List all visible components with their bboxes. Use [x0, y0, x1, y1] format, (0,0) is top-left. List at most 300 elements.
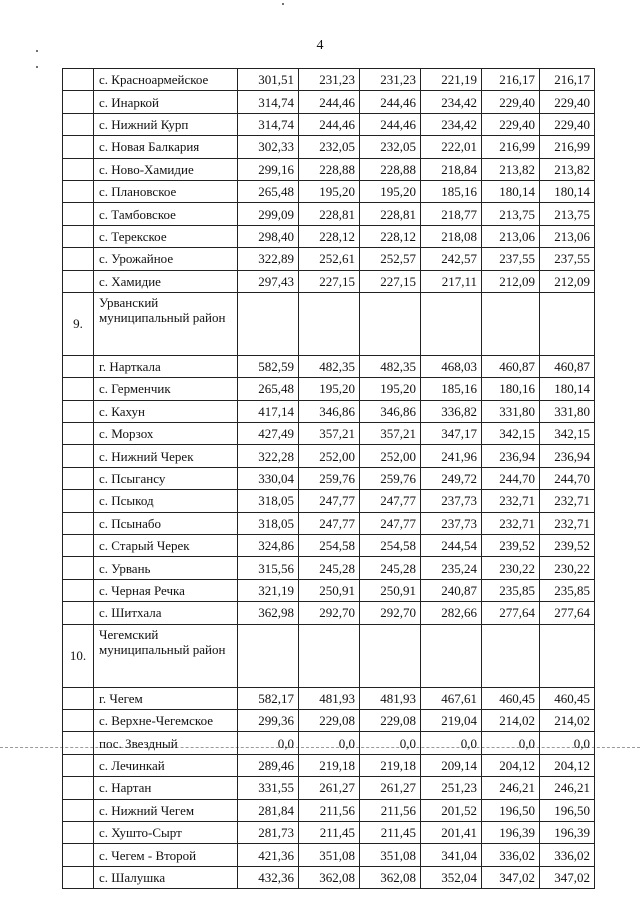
value-cell: 244,46 [299, 91, 360, 113]
settlement-name: с. Лечинкай [94, 754, 238, 776]
value-cell: 244,46 [299, 113, 360, 135]
row-number: 10. [63, 624, 94, 687]
settlement-name: с. Чегем - Второй [94, 844, 238, 866]
value-cell: 221,19 [421, 69, 482, 91]
value-cell: 232,71 [540, 490, 595, 512]
value-cell: 261,27 [360, 777, 421, 799]
value-cell: 250,91 [299, 579, 360, 601]
value-cell: 247,77 [299, 512, 360, 534]
value-cell: 314,74 [238, 91, 299, 113]
value-cell: 482,35 [299, 355, 360, 377]
table-row [63, 732, 595, 754]
value-cell: 281,84 [238, 799, 299, 821]
value-cell: 211,45 [299, 821, 360, 843]
value-cell: 204,12 [482, 754, 540, 776]
value-cell: 228,81 [299, 203, 360, 225]
value-cell: 216,99 [540, 136, 595, 158]
value-cell: 180,14 [540, 378, 595, 400]
row-number [63, 69, 94, 91]
value-cell: 254,58 [360, 535, 421, 557]
value-cell: 582,59 [238, 355, 299, 377]
settlement-name: с. Нижний Чегем [94, 799, 238, 821]
value-cell [360, 624, 421, 687]
value-cell: 265,48 [238, 180, 299, 202]
value-cell: 357,21 [299, 423, 360, 445]
value-cell [238, 624, 299, 687]
value-cell: 421,36 [238, 844, 299, 866]
value-cell: 482,35 [360, 355, 421, 377]
value-cell: 460,87 [540, 355, 595, 377]
value-cell: 218,08 [421, 225, 482, 247]
row-number [63, 754, 94, 776]
row-number [63, 225, 94, 247]
value-cell: 0,0 [540, 732, 595, 754]
table-row [63, 445, 595, 467]
value-cell: 213,82 [540, 158, 595, 180]
table-row [63, 113, 595, 135]
value-cell: 195,20 [360, 180, 421, 202]
value-cell: 228,12 [299, 225, 360, 247]
value-cell: 336,02 [540, 844, 595, 866]
value-cell: 299,16 [238, 158, 299, 180]
settlement-name: с. Ново-Хамидие [94, 158, 238, 180]
value-cell [482, 624, 540, 687]
value-cell: 297,43 [238, 270, 299, 292]
value-cell: 331,80 [482, 400, 540, 422]
value-cell: 460,45 [540, 687, 595, 709]
settlement-name: с. Герменчик [94, 378, 238, 400]
settlement-name: с. Псыкод [94, 490, 238, 512]
value-cell: 196,50 [540, 799, 595, 821]
settlement-name: с. Хушто-Сырт [94, 821, 238, 843]
table-row [63, 602, 595, 624]
row-number [63, 378, 94, 400]
table-row [63, 799, 595, 821]
value-cell: 227,15 [360, 270, 421, 292]
table-row [63, 400, 595, 422]
value-cell: 347,02 [482, 866, 540, 888]
value-cell: 352,04 [421, 866, 482, 888]
value-cell: 229,40 [482, 113, 540, 135]
value-cell [238, 292, 299, 355]
value-cell: 246,21 [540, 777, 595, 799]
value-cell: 299,36 [238, 709, 299, 731]
settlement-name: с. Красноармейское [94, 69, 238, 91]
settlement-name: с. Псыгансу [94, 467, 238, 489]
value-cell: 292,70 [299, 602, 360, 624]
value-cell: 201,52 [421, 799, 482, 821]
value-cell: 211,56 [299, 799, 360, 821]
value-cell: 582,17 [238, 687, 299, 709]
table-row [63, 579, 595, 601]
value-cell: 292,70 [360, 602, 421, 624]
value-cell: 301,51 [238, 69, 299, 91]
value-cell: 346,86 [299, 400, 360, 422]
value-cell: 261,27 [299, 777, 360, 799]
table-row [63, 754, 595, 776]
value-cell: 342,15 [540, 423, 595, 445]
value-cell: 196,50 [482, 799, 540, 821]
row-number [63, 445, 94, 467]
value-cell: 236,94 [540, 445, 595, 467]
district-header-row [63, 624, 595, 687]
table-row [63, 512, 595, 534]
value-cell: 211,56 [360, 799, 421, 821]
row-number [63, 602, 94, 624]
value-cell: 196,39 [540, 821, 595, 843]
value-cell: 324,86 [238, 535, 299, 557]
value-cell: 240,87 [421, 579, 482, 601]
row-number [63, 248, 94, 270]
value-cell: 229,40 [482, 91, 540, 113]
row-number [63, 270, 94, 292]
value-cell: 302,33 [238, 136, 299, 158]
value-cell: 232,05 [360, 136, 421, 158]
value-cell: 481,93 [360, 687, 421, 709]
value-cell: 0,0 [421, 732, 482, 754]
row-number [63, 821, 94, 843]
value-cell: 237,55 [540, 248, 595, 270]
row-number [63, 180, 94, 202]
value-cell: 336,82 [421, 400, 482, 422]
value-cell: 244,54 [421, 535, 482, 557]
value-cell: 432,36 [238, 866, 299, 888]
value-cell: 185,16 [421, 378, 482, 400]
row-number [63, 113, 94, 135]
row-number [63, 709, 94, 731]
value-cell: 214,02 [482, 709, 540, 731]
value-cell: 242,57 [421, 248, 482, 270]
value-cell: 239,52 [482, 535, 540, 557]
value-cell: 259,76 [299, 467, 360, 489]
settlement-name: с. Плановское [94, 180, 238, 202]
table-row [63, 866, 595, 888]
table-row [63, 844, 595, 866]
scan-speck [282, 3, 284, 5]
value-cell: 229,08 [299, 709, 360, 731]
table-row [63, 180, 595, 202]
table-row [63, 136, 595, 158]
settlement-name: с. Черная Речка [94, 579, 238, 601]
table-row [63, 467, 595, 489]
value-cell: 232,71 [482, 512, 540, 534]
value-cell: 277,64 [540, 602, 595, 624]
table-row [63, 777, 595, 799]
value-cell: 298,40 [238, 225, 299, 247]
settlement-name: с. Тамбовское [94, 203, 238, 225]
row-number [63, 355, 94, 377]
value-cell: 351,08 [360, 844, 421, 866]
value-cell: 0,0 [360, 732, 421, 754]
value-cell: 219,18 [299, 754, 360, 776]
value-cell: 0,0 [482, 732, 540, 754]
row-number [63, 687, 94, 709]
value-cell: 204,12 [540, 754, 595, 776]
value-cell: 216,99 [482, 136, 540, 158]
value-cell: 277,64 [482, 602, 540, 624]
row-number [63, 512, 94, 534]
page-number: 4 [316, 38, 324, 53]
value-cell: 229,08 [360, 709, 421, 731]
value-cell: 468,03 [421, 355, 482, 377]
settlement-name: с. Шитхала [94, 602, 238, 624]
row-number [63, 732, 94, 754]
value-cell: 247,77 [360, 490, 421, 512]
table-row [63, 225, 595, 247]
row-number [63, 467, 94, 489]
value-cell: 336,02 [482, 844, 540, 866]
value-cell: 244,70 [540, 467, 595, 489]
row-number [63, 866, 94, 888]
value-cell: 219,18 [360, 754, 421, 776]
value-cell [421, 624, 482, 687]
value-cell: 330,04 [238, 467, 299, 489]
settlement-name: с. Нартан [94, 777, 238, 799]
tariff-table [62, 68, 595, 889]
table-row [63, 557, 595, 579]
value-cell: 417,14 [238, 400, 299, 422]
value-cell: 318,05 [238, 512, 299, 534]
value-cell: 228,81 [360, 203, 421, 225]
value-cell: 235,85 [482, 579, 540, 601]
row-number [63, 91, 94, 113]
value-cell: 214,02 [540, 709, 595, 731]
settlement-name: с. Псынабо [94, 512, 238, 534]
table-row [63, 270, 595, 292]
table-row [63, 158, 595, 180]
value-cell: 201,41 [421, 821, 482, 843]
value-cell: 222,01 [421, 136, 482, 158]
value-cell: 218,77 [421, 203, 482, 225]
value-cell: 299,09 [238, 203, 299, 225]
value-cell: 195,20 [299, 180, 360, 202]
value-cell: 213,06 [482, 225, 540, 247]
value-cell: 362,08 [299, 866, 360, 888]
settlement-name: с. Кахун [94, 400, 238, 422]
value-cell: 196,39 [482, 821, 540, 843]
row-number [63, 557, 94, 579]
settlement-name: с. Нижний Черек [94, 445, 238, 467]
value-cell: 229,40 [540, 113, 595, 135]
table-row [63, 248, 595, 270]
value-cell: 427,49 [238, 423, 299, 445]
row-number [63, 579, 94, 601]
value-cell: 265,48 [238, 378, 299, 400]
value-cell: 229,40 [540, 91, 595, 113]
value-cell: 245,28 [299, 557, 360, 579]
value-cell: 219,04 [421, 709, 482, 731]
value-cell: 236,94 [482, 445, 540, 467]
table-row [63, 535, 595, 557]
table-row [63, 490, 595, 512]
value-cell: 460,87 [482, 355, 540, 377]
row-number [63, 535, 94, 557]
value-cell: 180,14 [540, 180, 595, 202]
value-cell: 195,20 [360, 378, 421, 400]
district-header-row [63, 292, 595, 355]
row-number [63, 423, 94, 445]
value-cell: 228,88 [360, 158, 421, 180]
value-cell: 249,72 [421, 467, 482, 489]
table-row [63, 423, 595, 445]
value-cell: 362,98 [238, 602, 299, 624]
settlement-name: с. Терекское [94, 225, 238, 247]
row-number: 9. [63, 292, 94, 355]
value-cell: 237,73 [421, 512, 482, 534]
value-cell: 217,11 [421, 270, 482, 292]
value-cell: 322,28 [238, 445, 299, 467]
value-cell: 185,16 [421, 180, 482, 202]
settlement-name: с. Урвань [94, 557, 238, 579]
settlement-name: с. Шалушка [94, 866, 238, 888]
value-cell: 315,56 [238, 557, 299, 579]
value-cell: 314,74 [238, 113, 299, 135]
row-number [63, 136, 94, 158]
value-cell: 212,09 [540, 270, 595, 292]
value-cell: 211,45 [360, 821, 421, 843]
district-name: Урванский муниципальный район [94, 292, 238, 355]
value-cell: 247,77 [360, 512, 421, 534]
value-cell: 0,0 [299, 732, 360, 754]
value-cell: 346,86 [360, 400, 421, 422]
value-cell: 228,88 [299, 158, 360, 180]
value-cell: 322,89 [238, 248, 299, 270]
settlement-name: с. Старый Черек [94, 535, 238, 557]
value-cell: 467,61 [421, 687, 482, 709]
value-cell: 250,91 [360, 579, 421, 601]
row-number [63, 400, 94, 422]
value-cell: 227,15 [299, 270, 360, 292]
value-cell: 232,05 [299, 136, 360, 158]
value-cell: 230,22 [540, 557, 595, 579]
value-cell: 481,93 [299, 687, 360, 709]
settlement-name: с. Нижний Курп [94, 113, 238, 135]
settlement-name: пос. Звездный [94, 732, 238, 754]
row-number [63, 490, 94, 512]
district-name: Чегемский муниципальный район [94, 624, 238, 687]
value-cell [540, 292, 595, 355]
value-cell: 251,23 [421, 777, 482, 799]
value-cell: 228,12 [360, 225, 421, 247]
row-number [63, 777, 94, 799]
table-row [63, 91, 595, 113]
value-cell: 331,80 [540, 400, 595, 422]
settlement-name: с. Урожайное [94, 248, 238, 270]
table-row [63, 378, 595, 400]
table-row [63, 821, 595, 843]
value-cell: 213,06 [540, 225, 595, 247]
value-cell: 237,55 [482, 248, 540, 270]
settlement-name: с. Морзох [94, 423, 238, 445]
value-cell: 341,04 [421, 844, 482, 866]
value-cell: 282,66 [421, 602, 482, 624]
table-row [63, 355, 595, 377]
value-cell: 246,21 [482, 777, 540, 799]
value-cell: 244,70 [482, 467, 540, 489]
value-cell: 331,55 [238, 777, 299, 799]
value-cell: 216,17 [540, 69, 595, 91]
value-cell: 234,42 [421, 113, 482, 135]
value-cell: 212,09 [482, 270, 540, 292]
value-cell: 362,08 [360, 866, 421, 888]
value-cell: 254,58 [299, 535, 360, 557]
value-cell [540, 624, 595, 687]
value-cell: 318,05 [238, 490, 299, 512]
value-cell: 281,73 [238, 821, 299, 843]
value-cell: 195,20 [299, 378, 360, 400]
value-cell: 231,23 [299, 69, 360, 91]
value-cell: 247,77 [299, 490, 360, 512]
settlement-name: с. Новая Балкария [94, 136, 238, 158]
value-cell: 180,14 [482, 180, 540, 202]
value-cell: 235,85 [540, 579, 595, 601]
value-cell: 239,52 [540, 535, 595, 557]
value-cell: 252,00 [360, 445, 421, 467]
value-cell: 460,45 [482, 687, 540, 709]
row-number [63, 799, 94, 821]
value-cell: 259,76 [360, 467, 421, 489]
table-row [63, 203, 595, 225]
value-cell: 218,84 [421, 158, 482, 180]
table-body [63, 69, 595, 889]
value-cell [421, 292, 482, 355]
value-cell: 289,46 [238, 754, 299, 776]
value-cell: 347,02 [540, 866, 595, 888]
value-cell: 232,71 [482, 490, 540, 512]
value-cell: 321,19 [238, 579, 299, 601]
value-cell: 244,46 [360, 113, 421, 135]
row-number [63, 158, 94, 180]
value-cell: 357,21 [360, 423, 421, 445]
value-cell [299, 292, 360, 355]
value-cell: 213,82 [482, 158, 540, 180]
value-cell: 237,73 [421, 490, 482, 512]
table-row [63, 687, 595, 709]
value-cell: 252,00 [299, 445, 360, 467]
settlement-name: с. Инаркой [94, 91, 238, 113]
value-cell [360, 292, 421, 355]
row-number [63, 203, 94, 225]
value-cell: 180,16 [482, 378, 540, 400]
value-cell: 252,57 [360, 248, 421, 270]
value-cell: 351,08 [299, 844, 360, 866]
value-cell: 234,42 [421, 91, 482, 113]
value-cell: 347,17 [421, 423, 482, 445]
scan-speck [36, 66, 38, 68]
value-cell: 213,75 [540, 203, 595, 225]
value-cell: 241,96 [421, 445, 482, 467]
value-cell: 245,28 [360, 557, 421, 579]
value-cell [482, 292, 540, 355]
value-cell: 232,71 [540, 512, 595, 534]
value-cell: 231,23 [360, 69, 421, 91]
value-cell: 244,46 [360, 91, 421, 113]
value-cell: 252,61 [299, 248, 360, 270]
settlement-name: г. Чегем [94, 687, 238, 709]
settlement-name: с. Верхне-Чегемское [94, 709, 238, 731]
value-cell: 235,24 [421, 557, 482, 579]
value-cell [299, 624, 360, 687]
table-row [63, 709, 595, 731]
value-cell: 209,14 [421, 754, 482, 776]
value-cell: 213,75 [482, 203, 540, 225]
table-row [63, 69, 595, 91]
settlement-name: г. Нарткала [94, 355, 238, 377]
value-cell: 230,22 [482, 557, 540, 579]
row-number [63, 844, 94, 866]
value-cell: 0,0 [238, 732, 299, 754]
value-cell: 216,17 [482, 69, 540, 91]
